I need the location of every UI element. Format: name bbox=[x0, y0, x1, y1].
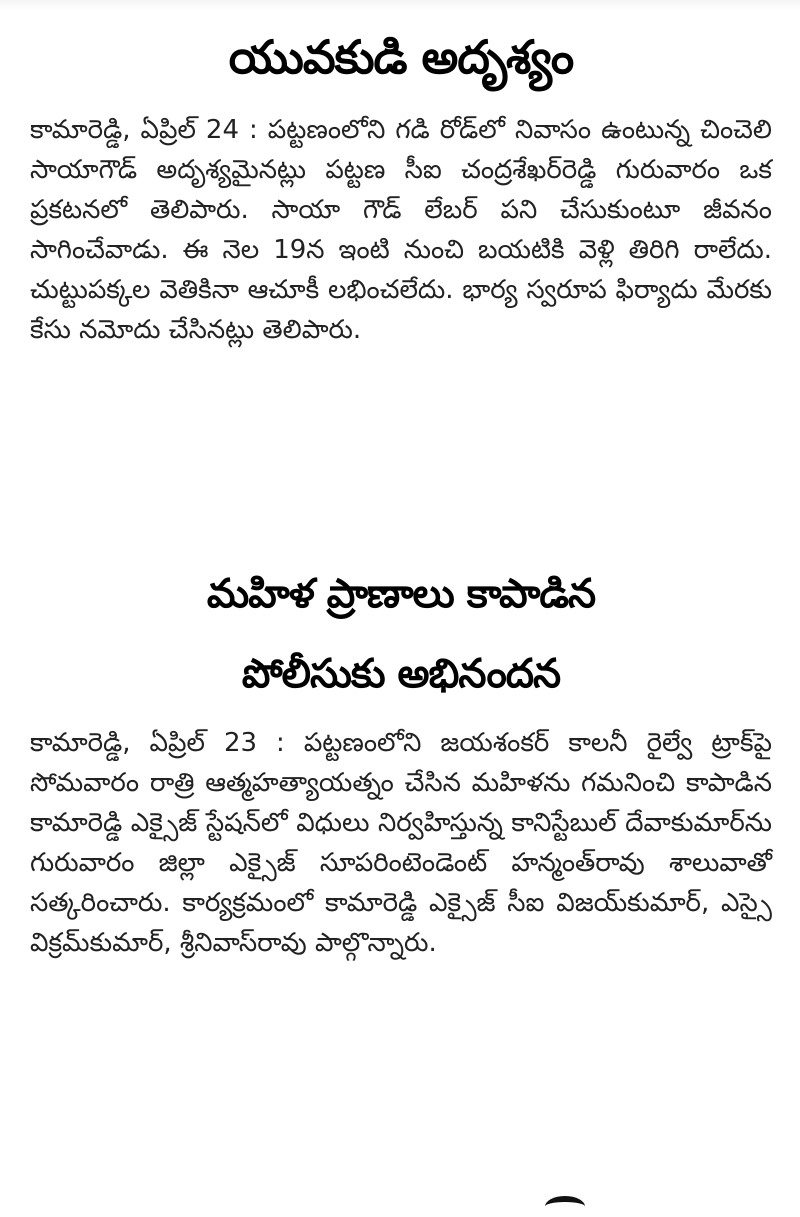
article-body: కామారెడ్డి, ఏప్రిల్ 24 : పట్టణంలోని గడి రోడ్‌లో నివాసం ఉంటున్న చించెలి సాయాగౌడ్ అదృశ్యమైనట్లు పట్టణ సీఐ చంద్రశేఖర్‌రెడ్డి గురువారం ఒక ప్రకటనలో తెలిపారు. సాయా గౌడ్ లేబర్ పని చేసుకుంటూ జీవనం సాగించేవాడు. ఈ నెల 19న ఇంటి నుంచి బయటికి వెళ్లి తిరిగి రాలేదు. చుట్టుపక్కల వెతికినా ఆచూకీ లభించలేదు. భార్య స్వరూప ఫిర్యాదు మేరకు కేసు నమోదు చేసినట్లు తెలిపారు. bbox=[30, 115, 772, 345]
article-police-felicitation bbox=[30, 563, 772, 963]
article-headline: యువకుడి అదృశ్యం bbox=[228, 30, 574, 84]
clipping-top-edge bbox=[0, 0, 800, 10]
article-body: కామారెడ్డి, ఏప్రిల్ 23 : పట్టణంలోని జయశంకర్ కాలనీ రైల్వే ట్రాక్‌పై సోమవారం రాత్రి ఆత్మహత్యాయత్నం చేసిన మహిళను గమనించి కాపాడిన కామారెడ్డి ఎక్సైజ్ స్టేషన్‌లో విధులు నిర్వహిస్తున్న కానిస్టేబుల్ దేవాకుమార్‌ను గురువారం జిల్లా ఎక్సైజ్ సూపరింటెండెంట్ హన్మంత్‌రావు శాలువాతో సత్కరించారు. కార్యక్రమంలో కామారెడ్డి ఎక్సైజ్ సీఐ విజయ్‌కుమార్, ఎస్సై విక్రమ్‌కుమార్, శ్రీనివాస్‌రావు పాల్గొన్నారు. bbox=[30, 728, 772, 958]
article-headline-line-1: మహిళ ప్రాణాలు కాపాడిన bbox=[206, 571, 596, 617]
next-headline-fragment bbox=[545, 1196, 585, 1217]
article-missing-youth bbox=[30, 22, 772, 350]
article-headline-line-2: పోలీసుకు అభినందన bbox=[241, 651, 561, 697]
